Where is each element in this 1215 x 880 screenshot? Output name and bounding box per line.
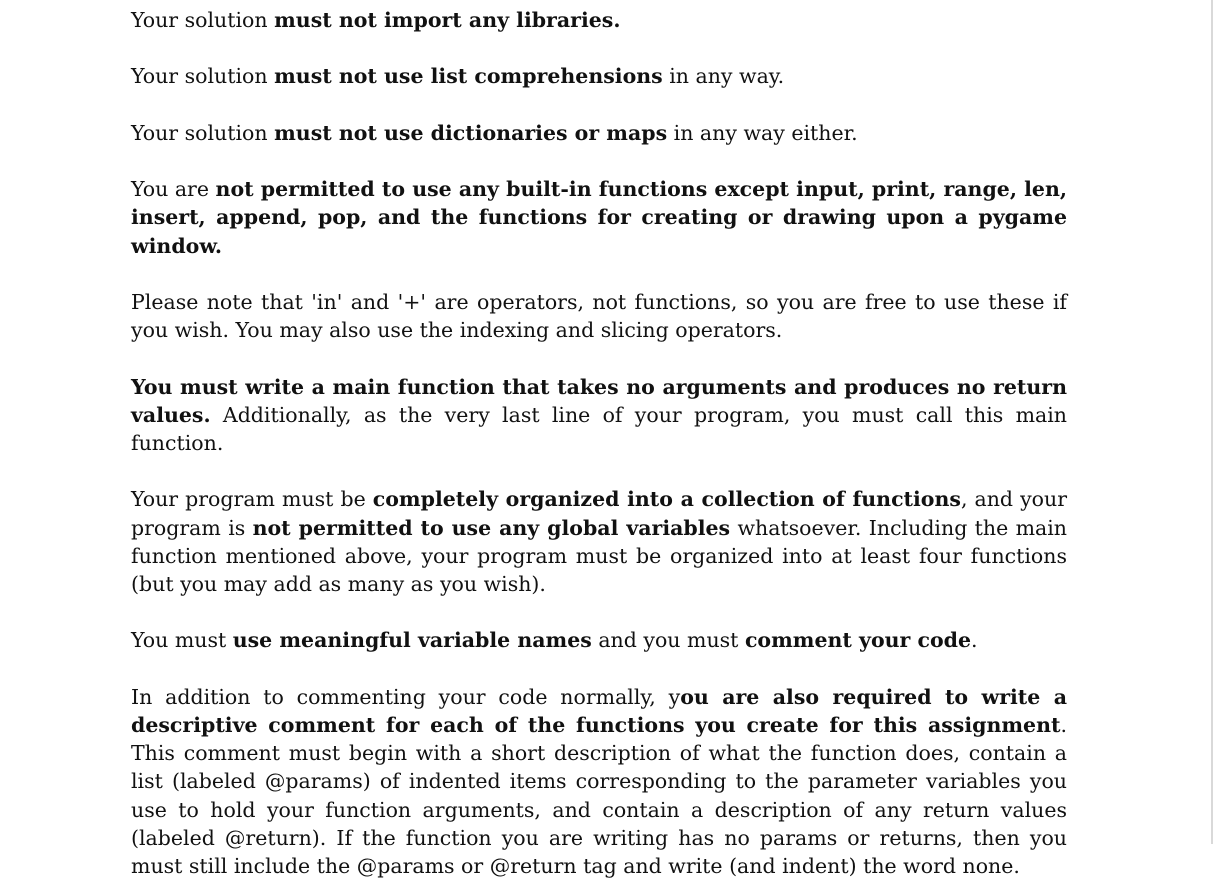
page-edge-divider xyxy=(1211,0,1213,844)
requirements-text xyxy=(131,6,1067,880)
body-text: Your solution xyxy=(131,120,275,145)
body-text: Your program must be xyxy=(131,487,373,512)
body-text: in any way. xyxy=(662,64,785,89)
body-text: Your solution xyxy=(131,8,275,32)
body-text: in any way either. xyxy=(667,120,858,145)
bold-text: must not use list comprehensions xyxy=(274,64,663,89)
paragraph-no-dictionaries xyxy=(131,119,1067,147)
bold-text: not permitted to use any global variables xyxy=(252,515,731,540)
body-text: whatsoever. Including the main function mentioned above, your program must be organized into at least four functions (but you may add as many as you wish). xyxy=(131,515,1067,596)
body-text: You are xyxy=(131,177,216,202)
bold-text: must not use dictionaries or maps xyxy=(274,120,668,145)
bold-text: must not import any libraries. xyxy=(274,8,621,32)
bold-text: ou are also required to write a descriptive comment for each of the functions you create for this assignment xyxy=(131,684,1068,737)
paragraph-builtin-functions xyxy=(131,175,1067,260)
body-text: Additionally, as the very last line of your program, you must call this main function. xyxy=(131,402,1067,455)
body-text: . xyxy=(971,628,978,653)
body-text: Please note that 'in' and '+' are operators, not functions, so you are free to use these if you wish. You may also use the indexing and slicing operators. xyxy=(131,289,1067,343)
bold-text: You must write a main function that takes no arguments and produces no return values. xyxy=(131,374,1067,427)
body-text: , and your program is xyxy=(131,487,1068,540)
paragraph-organized-functions xyxy=(131,485,1067,598)
body-text: . This comment must begin with a short description of what the function does, contain a list (labeled @params) of indented items corresponding to the parameter variables you use to hold your function arguments, and contain a description of any return values (labeled @return). If the function you are writing has no params or returns, then you must still include the @params or @return tag and write (and indent) the word none. xyxy=(131,712,1067,878)
body-text: and you must xyxy=(591,628,745,653)
bold-text: not permitted to use any built-in functions except input, print, range, len, insert, append, pop, and the functions for creating or drawing upon a pygame window. xyxy=(131,177,1067,258)
bold-text: completely organized into a collection of functions xyxy=(372,487,961,512)
body-text: Your solution xyxy=(131,64,275,89)
bold-text: use meaningful variable names xyxy=(232,628,592,653)
paragraph-function-comments xyxy=(131,683,1067,880)
paragraph-main-function xyxy=(131,373,1067,458)
paragraph-no-libraries xyxy=(131,6,1067,34)
paragraph-naming-and-comments xyxy=(131,626,1067,654)
paragraph-operators-note xyxy=(131,288,1067,344)
bold-text: comment your code xyxy=(744,628,971,653)
body-text: You must xyxy=(131,628,233,653)
paragraph-no-list-comprehensions xyxy=(131,62,1067,90)
body-text: In addition to commenting your code normally, y xyxy=(131,684,681,709)
